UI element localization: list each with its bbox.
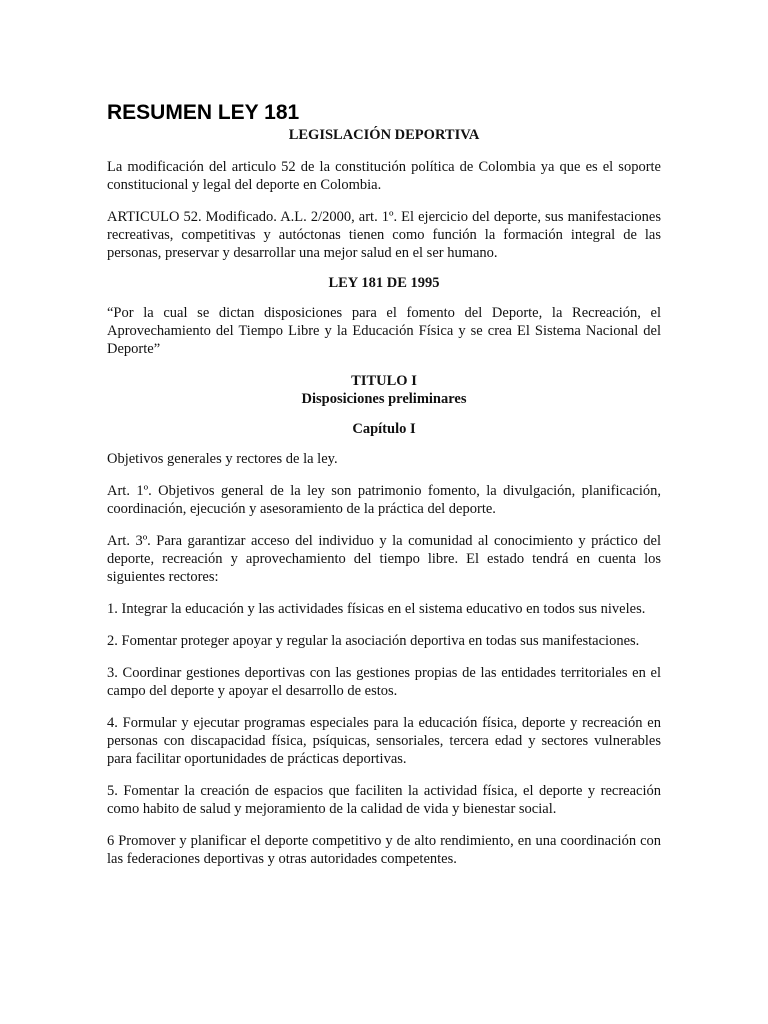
list-item: 1. Integrar la educación y las actividades físicas en el sistema educativo en todos sus niveles. — [107, 601, 646, 617]
list-item: 5. Fomentar la creación de espacios que faciliten la actividad física, el deporte y recreación como habito de salud y mejoramiento de la calidad de vida y bienestar social. — [107, 783, 661, 817]
document-subtitle: LEGISLACIÓN DEPORTIVA — [288, 127, 480, 143]
list-item: 6 Promover y planificar el deporte competitivo y de alto rendimiento, en una coordinación con las federaciones deportivas y otras autoridades competentes. — [107, 833, 661, 867]
art-1-paragraph: Art. 1º. Objetivos general de la ley son patrimonio fomento, la divulgación, planificación, coordinación, ejecución y asesoramiento de la práctica del deporte. — [107, 483, 661, 517]
articulo-52-paragraph: ARTICULO 52. Modificado. A.L. 2/2000, art. 1º. El ejercicio del deporte, sus manifestaciones recreativas, competitivas y autóctonas tienen como función la formación integral de las personas, preservar y desarrollar una mejor salud en el ser humano. — [107, 209, 661, 261]
ley-heading: LEY 181 DE 1995 — [328, 275, 440, 291]
list-item: 4. Formular y ejecutar programas especiales para la educación física, deporte y recreación en personas con discapacidad física, psíquicas, sensoriales, tercera edad y sectores vulnerables para facilitar oportunidades de prácticas deportivas. — [107, 715, 661, 767]
list-item: 2. Fomentar proteger apoyar y regular la asociación deportiva en todas sus manifestaciones. — [107, 633, 640, 649]
titulo-heading: TITULO I — [351, 373, 417, 389]
document-title: RESUMEN LEY 181 — [107, 101, 300, 124]
art-3-paragraph: Art. 3º. Para garantizar acceso del individuo y la comunidad al conocimiento y práctico del deporte, recreación y aprovechamiento del tiempo libre. El estado tendrá en cuenta los siguientes rectores: — [107, 533, 661, 585]
intro-paragraph: La modificación del articulo 52 de la constitución política de Colombia ya que es el soporte constitucional y legal del deporte en Colombia. — [107, 159, 661, 193]
ley-quote-paragraph: “Por la cual se dictan disposiciones para el fomento del Deporte, la Recreación, el Aprovechamiento del Tiempo Libre y la Educación Física y se crea El Sistema Nacional del Deporte” — [107, 305, 661, 357]
titulo-subheading: Disposiciones preliminares — [301, 391, 467, 407]
capitulo-heading: Capítulo I — [352, 421, 416, 437]
capitulo-intro-paragraph: Objetivos generales y rectores de la ley. — [107, 451, 338, 467]
list-item: 3. Coordinar gestiones deportivas con las gestiones propias de las entidades territoriales en el campo del deporte y apoyar el desarrollo de estos. — [107, 665, 661, 699]
